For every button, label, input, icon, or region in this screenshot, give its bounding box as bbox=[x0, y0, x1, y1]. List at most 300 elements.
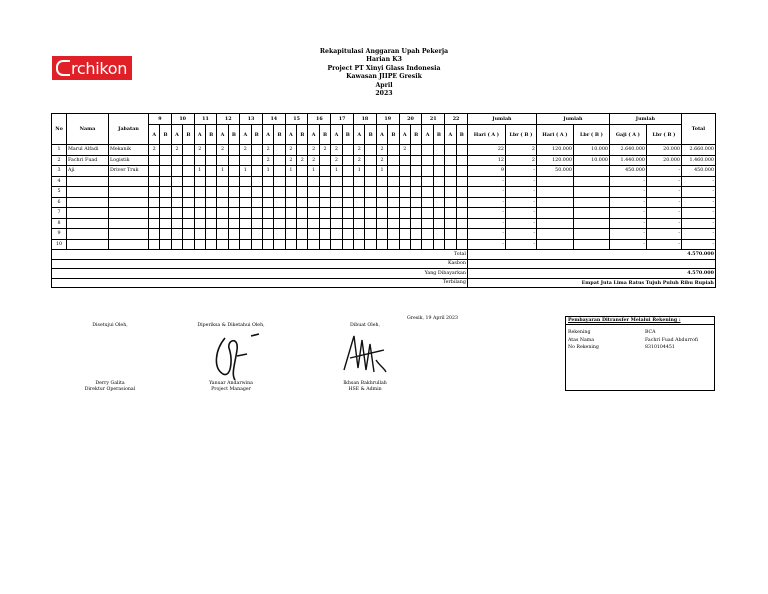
cell-day bbox=[217, 197, 228, 208]
cell-hari-a: 22 bbox=[467, 145, 505, 156]
cell-day bbox=[342, 187, 353, 198]
header-a: A bbox=[376, 125, 387, 145]
cell-day bbox=[274, 155, 285, 166]
header-day: 11 bbox=[194, 114, 217, 125]
cell-total: 2.660.000 bbox=[681, 145, 715, 156]
cell-day bbox=[149, 218, 160, 229]
cell-day bbox=[319, 197, 330, 208]
cell-day bbox=[319, 239, 330, 250]
cell-day bbox=[433, 239, 444, 250]
cell-day bbox=[319, 218, 330, 229]
payment-box bbox=[565, 316, 715, 391]
cell-day bbox=[388, 155, 399, 166]
cell-day bbox=[285, 218, 296, 229]
cell-day bbox=[422, 218, 433, 229]
place-date: Gresik, 19 April 2023 bbox=[407, 316, 458, 321]
header-b: B bbox=[456, 125, 467, 145]
cell-day bbox=[433, 155, 444, 166]
cell-total: - bbox=[681, 229, 715, 240]
cell-day bbox=[365, 239, 376, 250]
cell-day: 2 bbox=[376, 155, 387, 166]
cell-gaji-b: - bbox=[646, 176, 681, 187]
header-a: A bbox=[445, 125, 456, 145]
cell-day bbox=[365, 176, 376, 187]
cell-day bbox=[331, 208, 342, 219]
cell-gaji-a: - bbox=[609, 229, 646, 240]
rekening-value: BCA bbox=[645, 330, 656, 335]
cell-day bbox=[456, 176, 467, 187]
header-jumlah-rate: Jumlah bbox=[536, 114, 609, 125]
cell-day bbox=[354, 176, 365, 187]
cell-day bbox=[456, 229, 467, 240]
cell-day bbox=[342, 218, 353, 229]
cell-day bbox=[410, 208, 421, 219]
cell-day bbox=[365, 166, 376, 177]
cell-total: - bbox=[681, 197, 715, 208]
table-row bbox=[52, 166, 716, 177]
cell-day: 2 bbox=[331, 145, 342, 156]
summary-value: Empat Juta Lima Ratus Tujuh Puluh Ribu Rupiah bbox=[467, 278, 715, 288]
cell-day bbox=[160, 229, 171, 240]
cell-day: 1 bbox=[194, 166, 205, 177]
cell-total: - bbox=[681, 239, 715, 250]
header-a: A bbox=[217, 125, 228, 145]
cell-hari-a: - bbox=[467, 239, 505, 250]
signature-made bbox=[320, 323, 410, 329]
cell-day: 2 bbox=[319, 145, 330, 156]
cell-day bbox=[274, 176, 285, 187]
document-title bbox=[284, 48, 484, 98]
cell-day bbox=[240, 187, 251, 198]
header-gaji-a: Gaji ( A ) bbox=[609, 125, 646, 145]
cell-day bbox=[308, 208, 319, 219]
cell-day bbox=[194, 208, 205, 219]
cell-day bbox=[376, 208, 387, 219]
cell-rate-b bbox=[573, 166, 609, 177]
cell-nama: Marul Alfadi bbox=[67, 145, 109, 156]
cell-day bbox=[205, 239, 216, 250]
cell-day bbox=[240, 197, 251, 208]
cell-day bbox=[149, 229, 160, 240]
cell-day bbox=[228, 197, 239, 208]
cell-day: 1 bbox=[285, 166, 296, 177]
cell-day: 2 bbox=[285, 145, 296, 156]
cell-day bbox=[319, 187, 330, 198]
cell-day bbox=[205, 197, 216, 208]
header-day: 22 bbox=[445, 114, 468, 125]
cell-day bbox=[217, 176, 228, 187]
cell-day bbox=[433, 229, 444, 240]
cell-day bbox=[354, 218, 365, 229]
header-hari-a: Hari ( A ) bbox=[467, 125, 505, 145]
cell-total: - bbox=[681, 187, 715, 198]
cell-nama bbox=[67, 229, 109, 240]
header-jumlah-hari: Jumlah bbox=[467, 114, 536, 125]
cell-day bbox=[240, 208, 251, 219]
cell-nama bbox=[67, 239, 109, 250]
header-day: 12 bbox=[217, 114, 240, 125]
cell-day bbox=[388, 145, 399, 156]
header-day: 13 bbox=[240, 114, 263, 125]
cell-day bbox=[262, 197, 273, 208]
signature-checked bbox=[186, 323, 276, 329]
cell-day bbox=[422, 208, 433, 219]
table-row bbox=[52, 187, 716, 198]
cell-day bbox=[399, 176, 410, 187]
cell-day bbox=[297, 166, 308, 177]
cell-day bbox=[456, 145, 467, 156]
cell-day bbox=[160, 239, 171, 250]
cell-day bbox=[410, 155, 421, 166]
cell-day bbox=[240, 239, 251, 250]
logo-mark-icon bbox=[56, 60, 70, 76]
table-row bbox=[52, 208, 716, 219]
title-line: Kawasan JIIPE Gresik bbox=[346, 73, 422, 81]
signature-role: Dibuat Oleh, bbox=[349, 323, 381, 328]
header-day: 15 bbox=[285, 114, 308, 125]
header-day: 19 bbox=[376, 114, 399, 125]
cell-day bbox=[171, 197, 182, 208]
header-b: B bbox=[388, 125, 399, 145]
cell-total: - bbox=[681, 208, 715, 219]
header-day: 18 bbox=[354, 114, 377, 125]
cell-day bbox=[171, 166, 182, 177]
cell-day bbox=[251, 176, 262, 187]
cell-day bbox=[388, 166, 399, 177]
cell-day bbox=[149, 187, 160, 198]
cell-lbr-b: - bbox=[505, 218, 536, 229]
title-line: Harian K3 bbox=[366, 56, 402, 64]
cell-jabatan bbox=[109, 218, 149, 229]
header-a: A bbox=[354, 125, 365, 145]
header-nama: Nama bbox=[67, 114, 109, 145]
signature-role: Diperiksa & Diketahui Oleh, bbox=[197, 323, 265, 328]
cell-day bbox=[149, 166, 160, 177]
header-b: B bbox=[410, 125, 421, 145]
summary-row bbox=[52, 269, 716, 279]
cell-gaji-a: - bbox=[609, 197, 646, 208]
cell-day bbox=[445, 145, 456, 156]
signature-role: Disetujui Oleh, bbox=[92, 323, 128, 328]
cell-day bbox=[205, 145, 216, 156]
cell-nama bbox=[67, 197, 109, 208]
header-b: B bbox=[183, 125, 194, 145]
cell-day bbox=[228, 229, 239, 240]
table-row bbox=[52, 239, 716, 250]
cell-day bbox=[297, 229, 308, 240]
table-row bbox=[52, 229, 716, 240]
cell-day: 2 bbox=[354, 155, 365, 166]
cell-day bbox=[228, 176, 239, 187]
header-b: B bbox=[205, 125, 216, 145]
cell-day: 1 bbox=[262, 166, 273, 177]
cell-day bbox=[445, 197, 456, 208]
cell-day: 2 bbox=[194, 145, 205, 156]
header-day: 14 bbox=[262, 114, 285, 125]
cell-rate-b bbox=[573, 229, 609, 240]
cell-day bbox=[331, 187, 342, 198]
cell-day bbox=[410, 229, 421, 240]
cell-hari-a: - bbox=[467, 218, 505, 229]
cell-gaji-a: - bbox=[609, 218, 646, 229]
cell-day: 2 bbox=[285, 155, 296, 166]
signature-made-name bbox=[320, 381, 410, 394]
cell-nama bbox=[67, 176, 109, 187]
cell-day bbox=[205, 176, 216, 187]
cell-day bbox=[285, 239, 296, 250]
cell-nama bbox=[67, 218, 109, 229]
cell-jabatan bbox=[109, 239, 149, 250]
cell-day bbox=[365, 197, 376, 208]
cell-day bbox=[388, 197, 399, 208]
signature-scribble-pm bbox=[205, 330, 265, 382]
header-b: B bbox=[319, 125, 330, 145]
cell-rate-a bbox=[536, 229, 573, 240]
summary-label: Yang Dibayarkan bbox=[52, 269, 468, 279]
cell-day bbox=[399, 208, 410, 219]
cell-day bbox=[445, 176, 456, 187]
signer-title: Project Manager bbox=[211, 387, 251, 393]
table-row bbox=[52, 197, 716, 208]
cell-day bbox=[217, 218, 228, 229]
cell-day bbox=[308, 239, 319, 250]
header-day: 10 bbox=[171, 114, 194, 125]
cell-lbr-b: 2 bbox=[505, 155, 536, 166]
cell-day bbox=[399, 229, 410, 240]
cell-day bbox=[365, 145, 376, 156]
cell-no: 3 bbox=[52, 166, 67, 177]
cell-day bbox=[274, 197, 285, 208]
cell-day bbox=[410, 166, 421, 177]
header-a: A bbox=[285, 125, 296, 145]
cell-jabatan bbox=[109, 208, 149, 219]
cell-rate-a bbox=[536, 208, 573, 219]
cell-day bbox=[183, 229, 194, 240]
header-a: A bbox=[149, 125, 160, 145]
cell-day bbox=[274, 166, 285, 177]
cell-day bbox=[228, 187, 239, 198]
cell-day bbox=[251, 145, 262, 156]
cell-lbr-b: - bbox=[505, 197, 536, 208]
cell-day bbox=[205, 187, 216, 198]
cell-day bbox=[183, 208, 194, 219]
cell-hari-a: - bbox=[467, 197, 505, 208]
title-line: 2023 bbox=[375, 90, 393, 98]
cell-day: 2 bbox=[376, 145, 387, 156]
header-jabatan: Jabatan bbox=[109, 114, 149, 145]
cell-no: 10 bbox=[52, 239, 67, 250]
cell-day bbox=[274, 218, 285, 229]
cell-lbr-b: - bbox=[505, 187, 536, 198]
cell-hari-a: 12 bbox=[467, 155, 505, 166]
cell-day bbox=[297, 197, 308, 208]
cell-day: 1 bbox=[240, 166, 251, 177]
cell-day bbox=[297, 208, 308, 219]
cell-lbr-b: 2 bbox=[505, 145, 536, 156]
cell-day bbox=[194, 229, 205, 240]
cell-day bbox=[422, 145, 433, 156]
cell-day bbox=[342, 229, 353, 240]
header-b: B bbox=[160, 125, 171, 145]
cell-rate-b bbox=[573, 208, 609, 219]
cell-day bbox=[376, 187, 387, 198]
cell-day bbox=[319, 155, 330, 166]
header-a: A bbox=[262, 125, 273, 145]
cell-day bbox=[433, 176, 444, 187]
header-jumlah-gaji: Jumlah bbox=[609, 114, 681, 125]
header-rate-a: Hari ( A ) bbox=[536, 125, 573, 145]
header-a: A bbox=[308, 125, 319, 145]
cell-day bbox=[308, 229, 319, 240]
cell-day bbox=[285, 197, 296, 208]
cell-lbr-b: - bbox=[505, 166, 536, 177]
cell-day bbox=[205, 208, 216, 219]
cell-day bbox=[274, 239, 285, 250]
cell-day bbox=[399, 239, 410, 250]
cell-day bbox=[285, 176, 296, 187]
cell-day bbox=[354, 208, 365, 219]
cell-day bbox=[445, 155, 456, 166]
signature-approved-name bbox=[70, 381, 150, 394]
cell-day bbox=[251, 166, 262, 177]
cell-day bbox=[376, 229, 387, 240]
cell-gaji-a: - bbox=[609, 176, 646, 187]
cell-day bbox=[194, 187, 205, 198]
summary-value bbox=[467, 259, 715, 269]
cell-day bbox=[456, 239, 467, 250]
cell-day bbox=[228, 218, 239, 229]
cell-no: 5 bbox=[52, 187, 67, 198]
cell-day bbox=[342, 176, 353, 187]
cell-day bbox=[399, 155, 410, 166]
cell-day bbox=[388, 218, 399, 229]
summary-value: 4.570.000 bbox=[467, 250, 715, 260]
cell-day bbox=[262, 187, 273, 198]
cell-day bbox=[422, 229, 433, 240]
cell-rate-a bbox=[536, 176, 573, 187]
header-day: 20 bbox=[399, 114, 422, 125]
cell-day bbox=[194, 239, 205, 250]
cell-rate-a bbox=[536, 197, 573, 208]
header-day: 21 bbox=[422, 114, 445, 125]
cell-jabatan bbox=[109, 197, 149, 208]
cell-day bbox=[183, 187, 194, 198]
cell-hari-a: 9 bbox=[467, 166, 505, 177]
cell-day bbox=[274, 229, 285, 240]
cell-day bbox=[194, 197, 205, 208]
cell-day bbox=[308, 197, 319, 208]
cell-hari-a: - bbox=[467, 176, 505, 187]
cell-day bbox=[399, 197, 410, 208]
cell-day bbox=[331, 239, 342, 250]
cell-day bbox=[240, 218, 251, 229]
wage-table bbox=[51, 113, 716, 288]
cell-day bbox=[410, 145, 421, 156]
cell-gaji-a: - bbox=[609, 208, 646, 219]
cell-day bbox=[388, 239, 399, 250]
cell-rate-b bbox=[573, 187, 609, 198]
signer-name: Derry Galita bbox=[95, 381, 125, 386]
cell-day: 2 bbox=[262, 155, 273, 166]
cell-day bbox=[183, 145, 194, 156]
cell-day bbox=[376, 176, 387, 187]
header-day: 9 bbox=[149, 114, 172, 125]
cell-rate-b: 10.000 bbox=[573, 145, 609, 156]
cell-day bbox=[319, 208, 330, 219]
cell-day bbox=[422, 155, 433, 166]
logo-text: rchikon bbox=[71, 58, 128, 78]
cell-day bbox=[365, 187, 376, 198]
header-no: No bbox=[52, 114, 67, 145]
cell-day bbox=[228, 155, 239, 166]
cell-day bbox=[274, 208, 285, 219]
title-line: Rekapitulasi Anggaran Upah Pekerja bbox=[319, 48, 449, 55]
summary-label: Terbilang bbox=[52, 278, 468, 288]
cell-day bbox=[160, 208, 171, 219]
cell-no: 8 bbox=[52, 218, 67, 229]
cell-total: - bbox=[681, 176, 715, 187]
cell-day bbox=[160, 155, 171, 166]
cell-day bbox=[228, 208, 239, 219]
cell-day bbox=[433, 166, 444, 177]
cell-day bbox=[308, 176, 319, 187]
cell-jabatan: Driver Truk bbox=[109, 166, 149, 177]
cell-gaji-a: 1.440.000 bbox=[609, 155, 646, 166]
cell-gaji-b: 20.000 bbox=[646, 145, 681, 156]
cell-day bbox=[319, 166, 330, 177]
cell-day bbox=[365, 229, 376, 240]
cell-gaji-a: 450.000 bbox=[609, 166, 646, 177]
title-line: April bbox=[375, 81, 393, 89]
cell-day: 2 bbox=[171, 145, 182, 156]
cell-day bbox=[228, 145, 239, 156]
summary-label: Kasbon bbox=[52, 259, 468, 269]
atas-nama-label: Atas Nama bbox=[568, 337, 595, 343]
payment-header: Pembayaran Ditransfer Melalui Rekening : bbox=[566, 317, 714, 325]
cell-day bbox=[410, 239, 421, 250]
cell-rate-b bbox=[573, 176, 609, 187]
cell-day bbox=[183, 218, 194, 229]
cell-gaji-b: - bbox=[646, 187, 681, 198]
cell-day: 1 bbox=[331, 166, 342, 177]
header-b: B bbox=[228, 125, 239, 145]
cell-day: 2 bbox=[399, 145, 410, 156]
cell-day bbox=[171, 176, 182, 187]
cell-day bbox=[297, 145, 308, 156]
header-day: 16 bbox=[308, 114, 331, 125]
cell-day bbox=[217, 155, 228, 166]
cell-day bbox=[297, 176, 308, 187]
cell-day bbox=[422, 197, 433, 208]
table-row bbox=[52, 145, 716, 156]
cell-day: 1 bbox=[354, 166, 365, 177]
cell-hari-a: - bbox=[467, 187, 505, 198]
header-a: A bbox=[331, 125, 342, 145]
cell-rate-b bbox=[573, 218, 609, 229]
cell-gaji-b: - bbox=[646, 229, 681, 240]
cell-day bbox=[194, 176, 205, 187]
cell-day bbox=[331, 218, 342, 229]
header-gaji-b: Lbr ( B ) bbox=[646, 125, 681, 145]
cell-rate-a: 120.000 bbox=[536, 155, 573, 166]
payment-no-rekening bbox=[566, 344, 714, 352]
cell-day bbox=[354, 229, 365, 240]
cell-day bbox=[183, 176, 194, 187]
cell-day bbox=[194, 155, 205, 166]
cell-hari-a: - bbox=[467, 229, 505, 240]
signature-approved bbox=[70, 323, 150, 329]
cell-day bbox=[445, 218, 456, 229]
